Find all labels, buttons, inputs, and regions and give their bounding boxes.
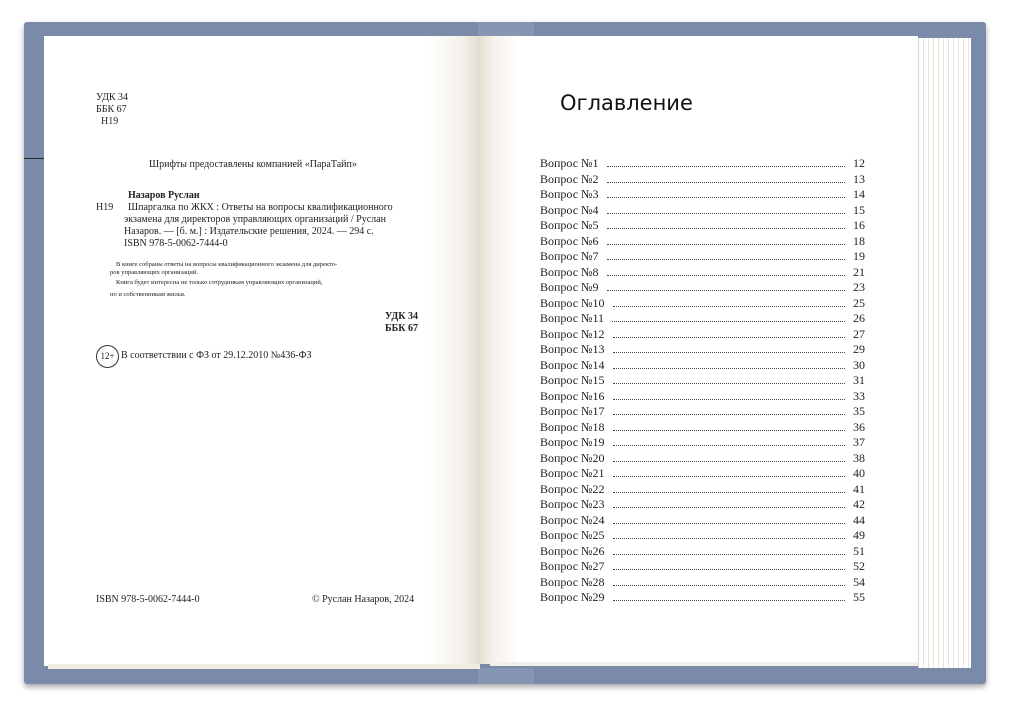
toc-entry-page: 42: [853, 497, 865, 511]
toc-entry-label: Вопрос №6: [540, 233, 599, 248]
entry-title-line: экзамена для директоров управляющих организаций / Руслан: [124, 214, 386, 225]
toc-entry-page: 38: [853, 450, 865, 465]
page-edges: [918, 38, 971, 668]
toc-dot-leader: [613, 374, 846, 384]
toc-entry-page: 37: [853, 435, 865, 449]
udk-label: УДК 34: [96, 92, 129, 103]
footer-isbn: ISBN 978-5-0062-7444-0: [96, 594, 200, 605]
toc-entry-page: 21: [853, 264, 865, 279]
toc-entry[interactable]: [540, 249, 865, 265]
toc-entry-label: Вопрос №16: [540, 388, 605, 403]
toc-entry-label: Вопрос №22: [540, 481, 605, 496]
toc-entry[interactable]: [540, 420, 865, 436]
left-page-edge: [48, 664, 480, 669]
toc-entry[interactable]: [540, 559, 865, 575]
toc-entry[interactable]: [540, 218, 865, 234]
toc-entry-page: 49: [853, 528, 865, 542]
toc-entry-page: 31: [853, 373, 865, 387]
entry-code: Н19: [96, 202, 114, 213]
toc-entry[interactable]: [540, 296, 865, 312]
toc-entry[interactable]: [540, 156, 865, 172]
toc-dot-leader: [612, 312, 845, 322]
entry-title-line: Назаров. — [б. м.] : Издательские решения, 2024. — 294 с.: [124, 226, 374, 237]
toc-entry-label: Вопрос №5: [540, 218, 599, 232]
toc-entry[interactable]: [540, 497, 865, 513]
toc-dot-leader: [607, 281, 846, 291]
toc-entry-label: Вопрос №21: [540, 466, 605, 480]
toc-entry[interactable]: [540, 327, 865, 343]
toc-entry[interactable]: [540, 451, 865, 467]
toc-dot-leader: [613, 436, 846, 446]
toc-dot-leader: [607, 173, 846, 183]
toc-entry-label: Вопрос №24: [540, 512, 605, 527]
author-name: Назаров Руслан: [128, 190, 200, 201]
toc-entry-page: 33: [853, 388, 865, 403]
toc-entry-label: Вопрос №28: [540, 574, 605, 589]
toc-entry-label: Вопрос №26: [540, 543, 605, 558]
annotation-line: ров управляющих организаций.: [110, 269, 199, 276]
toc-entry-label: Вопрос №15: [540, 373, 605, 387]
toc-dot-leader: [607, 250, 846, 260]
toc-entry[interactable]: [540, 234, 865, 250]
toc-entry-label: Вопрос №19: [540, 435, 605, 449]
entry-title-line: Шпаргалка по ЖКХ : Ответы на вопросы квалификационного: [128, 202, 393, 213]
toc-entry-label: Вопрос №3: [540, 187, 599, 201]
toc-dot-leader: [613, 576, 846, 586]
toc-entry-page: 23: [853, 280, 865, 294]
toc-entry[interactable]: [540, 172, 865, 188]
toc-entry[interactable]: [540, 203, 865, 219]
toc-entry[interactable]: [540, 590, 865, 606]
toc-entry[interactable]: [540, 435, 865, 451]
book-spine-top: [478, 22, 534, 36]
age-rating-badge: 12+: [96, 345, 119, 368]
toc-entry-label: Вопрос №2: [540, 171, 599, 186]
toc-entry-page: 55: [853, 590, 865, 604]
annotation-line: Книга будет интересна не только сотрудникам управляющих организаций,: [116, 279, 323, 286]
toc-dot-leader: [607, 219, 846, 229]
toc-entry-page: 13: [853, 171, 865, 186]
annotation-line: В книге собраны ответы на вопросы квалификационного экзамена для директо-: [116, 261, 338, 268]
toc-entry-label: Вопрос №4: [540, 202, 599, 217]
toc-entry-page: 52: [853, 559, 865, 573]
toc-entry-label: Вопрос №27: [540, 559, 605, 573]
bbk-bold: ББК 67: [385, 323, 418, 334]
toc-entry-page: 36: [853, 419, 865, 434]
toc-dot-leader: [613, 359, 846, 369]
toc-entry-page: 16: [853, 218, 865, 232]
toc-entry-page: 54: [853, 574, 865, 589]
age-law-text: В соответствии с ФЗ от 29.12.2010 №436-ФЗ: [121, 350, 312, 361]
toc-entry[interactable]: [540, 466, 865, 482]
toc-entry[interactable]: [540, 280, 865, 296]
toc-entry[interactable]: [540, 358, 865, 374]
toc-entry-label: Вопрос №25: [540, 528, 605, 542]
toc-entry-page: 29: [853, 342, 865, 356]
toc-dot-leader: [613, 591, 846, 601]
toc-dot-leader: [613, 560, 846, 570]
toc-entry-page: 25: [853, 295, 865, 310]
toc-entry[interactable]: [540, 528, 865, 544]
toc-entry[interactable]: [540, 342, 865, 358]
author-code: Н19: [101, 116, 119, 127]
toc-dot-leader: [613, 328, 846, 338]
toc-dot-leader: [613, 390, 846, 400]
toc-entry-page: 30: [853, 357, 865, 372]
toc-entry-label: Вопрос №8: [540, 264, 599, 279]
page-mark: [24, 158, 46, 159]
toc-entry-page: 51: [853, 543, 865, 558]
udk-bold: УДК 34: [385, 311, 418, 322]
toc-dot-leader: [613, 529, 846, 539]
toc-entry[interactable]: [540, 575, 865, 591]
toc-entry[interactable]: [540, 389, 865, 405]
toc-entry-page: 12: [853, 156, 865, 170]
annotation-line: но и собственникам жилья.: [110, 291, 186, 298]
toc-dot-leader: [607, 266, 846, 276]
toc-entry-page: 27: [853, 326, 865, 341]
toc-entry-label: Вопрос №11: [540, 311, 605, 325]
toc-entry-page: 18: [853, 233, 865, 248]
toc-dot-leader: [613, 483, 846, 493]
toc-dot-leader: [613, 421, 846, 431]
toc-entry-page: 44: [853, 512, 865, 527]
toc-entry-label: Вопрос №10: [540, 295, 605, 310]
toc-dot-leader: [613, 343, 846, 353]
toc-dot-leader: [613, 498, 846, 508]
toc-entry-page: 40: [853, 466, 865, 480]
toc-entry-label: Вопрос №13: [540, 342, 605, 356]
toc-entry-label: Вопрос №14: [540, 357, 605, 372]
toc-dot-leader: [613, 514, 846, 524]
right-page-edge: [490, 662, 918, 666]
toc-dot-leader: [613, 467, 846, 477]
toc-title: Оглавление: [560, 91, 693, 115]
toc-dot-leader: [607, 235, 846, 245]
toc-entry-page: 14: [853, 187, 865, 201]
toc-dot-leader: [613, 297, 846, 307]
toc-entry-page: 26: [853, 311, 865, 325]
book-spine-bottom: [478, 668, 534, 684]
toc-entry-label: Вопрос №12: [540, 326, 605, 341]
toc-entry[interactable]: [540, 311, 865, 327]
toc-entry[interactable]: [540, 482, 865, 498]
toc-entry-page: 41: [853, 481, 865, 496]
toc-entry-label: Вопрос №1: [540, 156, 599, 170]
toc-entry-page: 35: [853, 404, 865, 418]
bbk-label: ББК 67: [96, 104, 127, 115]
toc-dot-leader: [607, 157, 846, 167]
toc-entry[interactable]: [540, 404, 865, 420]
toc-dot-leader: [607, 188, 846, 198]
toc-entry[interactable]: [540, 187, 865, 203]
toc-entry-page: 15: [853, 202, 865, 217]
toc-entry-label: Вопрос №29: [540, 590, 605, 604]
toc-entry-label: Вопрос №7: [540, 249, 599, 263]
toc-entry[interactable]: [540, 513, 865, 529]
toc-dot-leader: [613, 452, 846, 462]
table-of-contents: [540, 156, 865, 606]
toc-entry-label: Вопрос №23: [540, 497, 605, 511]
fonts-credit: Шрифты предоставлены компанией «ПараТайп»: [149, 159, 357, 170]
toc-entry-label: Вопрос №20: [540, 450, 605, 465]
footer-copyright: © Руслан Назаров, 2024: [312, 594, 415, 605]
toc-entry-label: Вопрос №17: [540, 404, 605, 418]
toc-dot-leader: [607, 204, 846, 214]
toc-entry[interactable]: [540, 373, 865, 389]
toc-entry-label: Вопрос №9: [540, 280, 599, 294]
toc-entry[interactable]: [540, 265, 865, 281]
toc-entry-label: Вопрос №18: [540, 419, 605, 434]
toc-dot-leader: [613, 545, 846, 555]
entry-isbn: ISBN 978-5-0062-7444-0: [124, 238, 228, 249]
toc-entry-page: 19: [853, 249, 865, 263]
toc-entry[interactable]: [540, 544, 865, 560]
toc-dot-leader: [613, 405, 846, 415]
